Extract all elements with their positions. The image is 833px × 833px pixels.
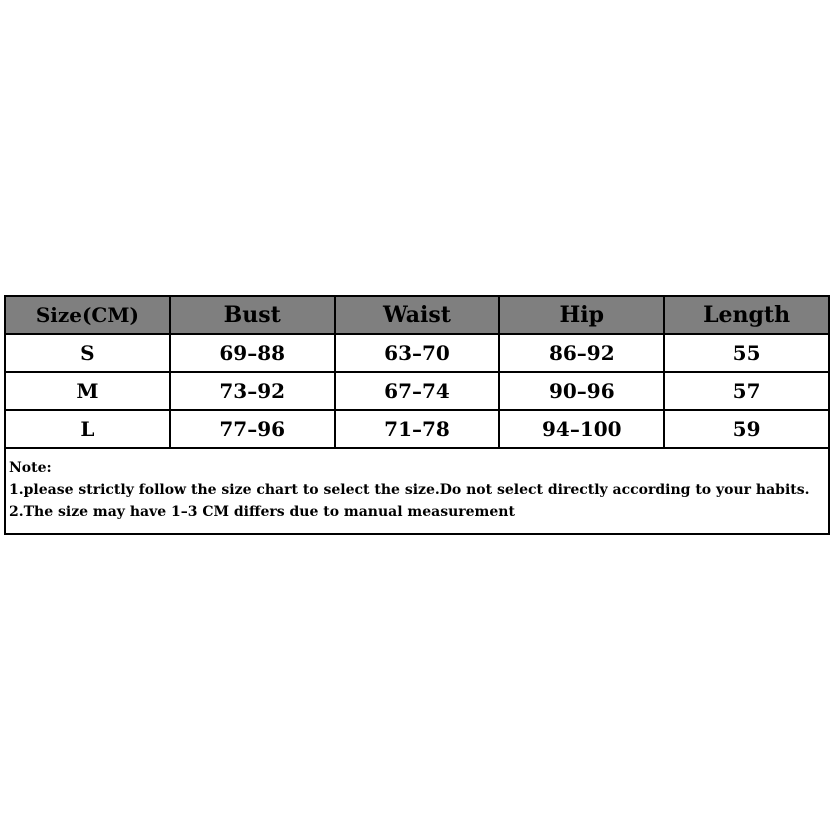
length-cell: 55 <box>664 334 829 372</box>
waist-cell: 71–78 <box>335 410 500 448</box>
note-section <box>5 448 829 534</box>
note-row <box>5 448 829 534</box>
note-line-2: 2.The size may have 1–3 CM differs due to manual measurement <box>9 504 515 520</box>
size-chart-table <box>4 295 830 535</box>
bust-cell: 73–92 <box>170 372 335 410</box>
note-title: Note: <box>9 460 52 476</box>
note-line-1: 1.please strictly follow the size chart to select the size.Do not select directly according to your habits. <box>9 482 810 498</box>
header-bust: Bust <box>170 296 335 334</box>
length-cell: 57 <box>664 372 829 410</box>
hip-cell: 90–96 <box>499 372 664 410</box>
size-cell: L <box>5 410 170 448</box>
table-row <box>5 334 829 372</box>
header-hip: Hip <box>499 296 664 334</box>
hip-cell: 86–92 <box>499 334 664 372</box>
waist-cell: 67–74 <box>335 372 500 410</box>
bust-cell: 77–96 <box>170 410 335 448</box>
table-row <box>5 410 829 448</box>
table-row <box>5 372 829 410</box>
size-cell: M <box>5 372 170 410</box>
bust-cell: 69–88 <box>170 334 335 372</box>
length-cell: 59 <box>664 410 829 448</box>
hip-cell: 94–100 <box>499 410 664 448</box>
header-waist: Waist <box>335 296 500 334</box>
table-header-row <box>5 296 829 334</box>
size-cell: S <box>5 334 170 372</box>
header-length: Length <box>664 296 829 334</box>
waist-cell: 63–70 <box>335 334 500 372</box>
header-size: Size(CM) <box>5 296 170 334</box>
